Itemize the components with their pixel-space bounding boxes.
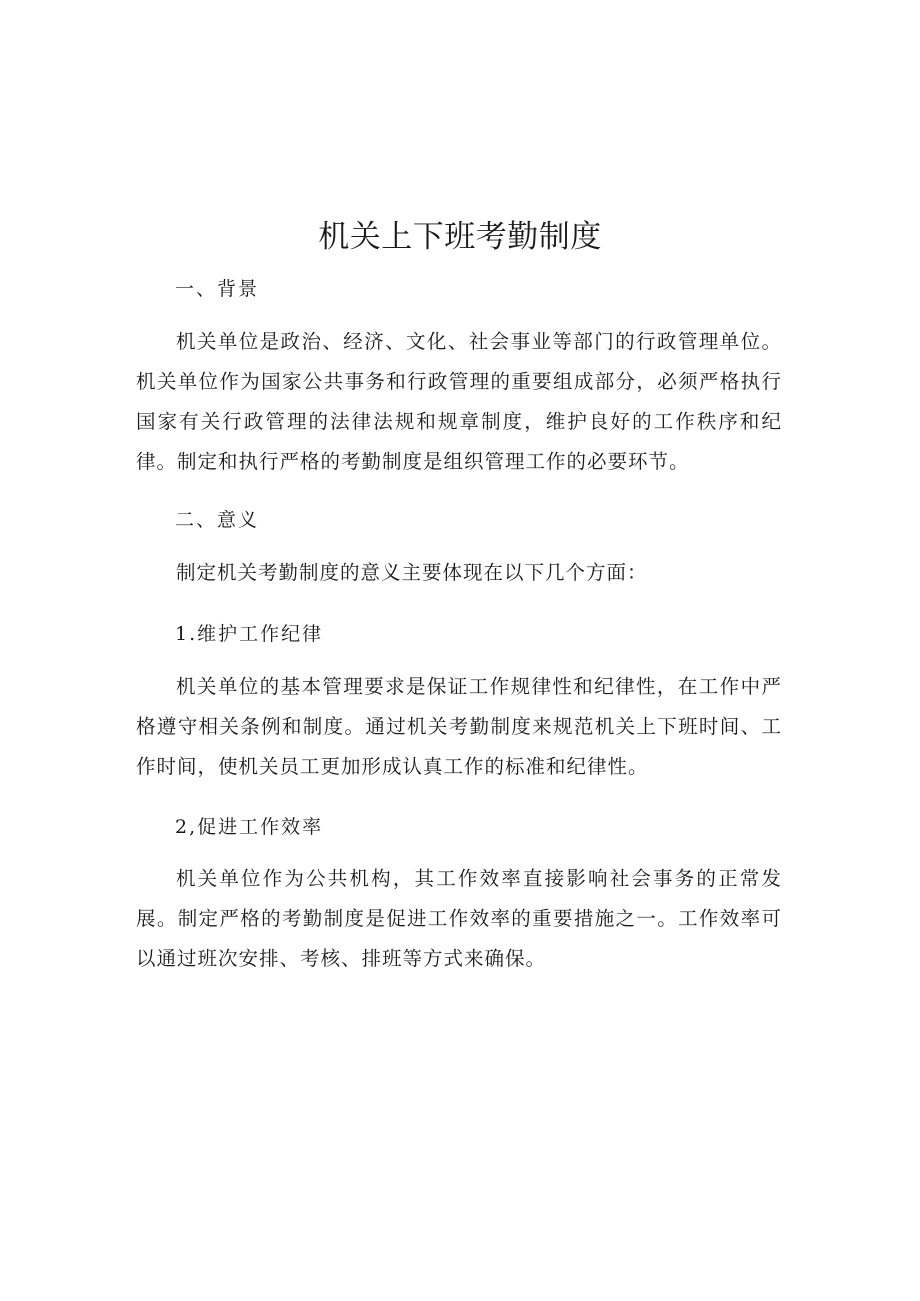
section-heading-background: 一、背景	[175, 278, 260, 300]
document-title: 机关上下班考勤制度	[318, 219, 602, 255]
paragraph-background: 机关单位是政治、经济、文化、社会事业等部门的行政管理单位。机关单位作为国家公共事务和行政管理的重要组成部分，必须严格执行国家有关行政管理的法律法规和规章制度，维护良好的工作秩序和纪律。制定和执行严格的考勤制度是组织管理工作的必要环节。	[136, 330, 782, 473]
paragraph-promote-efficiency: 机关单位作为公共机构，其工作效率直接影响社会事务的正常发展。制定严格的考勤制度是促进工作效率的重要措施之一。工作效率可以通过班次安排、考核、排班等方式来确保。	[136, 867, 782, 970]
subheading-maintain-discipline: 1.维护工作纪律	[175, 623, 324, 645]
section-heading-significance: 二、意义	[175, 509, 260, 531]
paragraph-maintain-discipline: 机关单位的基本管理要求是保证工作规律性和纪律性，在工作中严格遵守相关条例和制度。通过机关考勤制度来规范机关上下班时间、工作时间，使机关员工更加形成认真工作的标准和纪律性。	[136, 675, 782, 778]
paragraph-significance-intro: 制定机关考勤制度的意义主要体现在以下几个方面：	[176, 561, 648, 584]
subheading-promote-efficiency: 2,促进工作效率	[175, 816, 324, 838]
